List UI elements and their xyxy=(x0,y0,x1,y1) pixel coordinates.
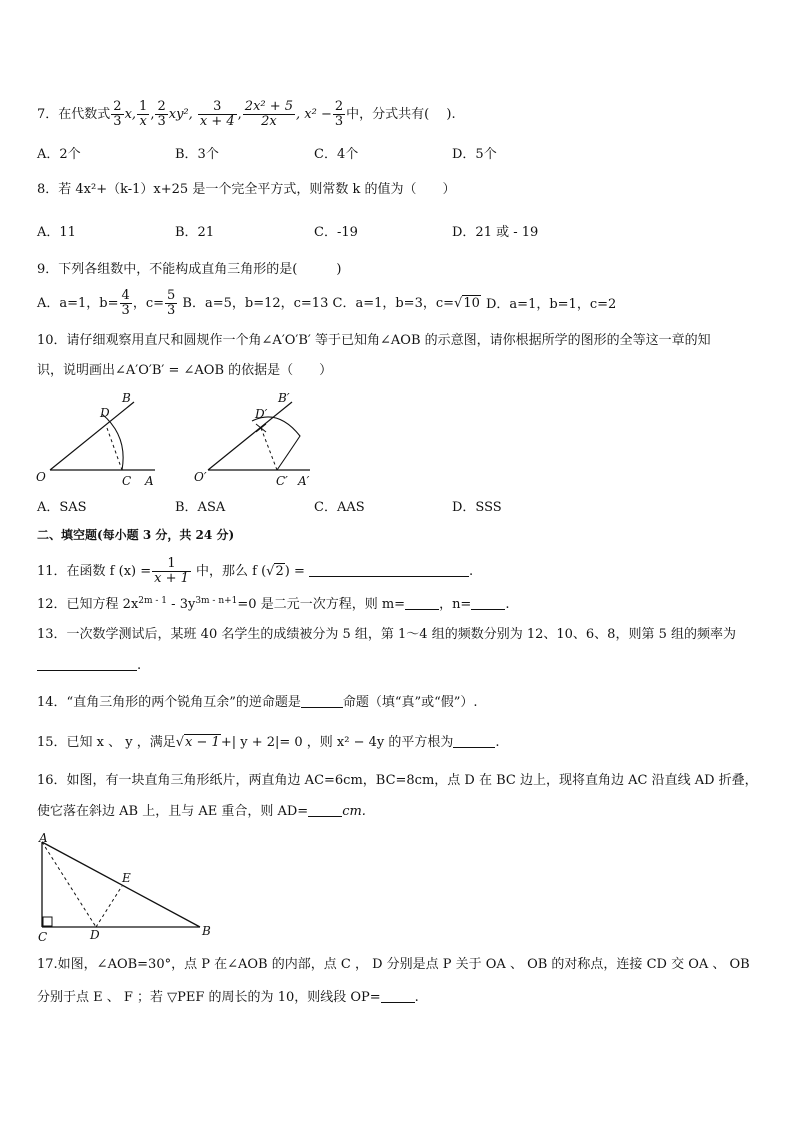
q15-answer-blank xyxy=(453,734,495,748)
q7-expr-5: $\frac{\text{2x² + 5}}{2x}$ xyxy=(244,99,294,129)
q11-stem: 11．在函数 f (x) = $\frac{1}{x + 1}$ 中，那么 f (√2) = . xyxy=(37,556,474,586)
q7-option-a: A．2个 xyxy=(37,147,81,162)
q9-option-d: D．a=1，b=1，c=2 xyxy=(486,297,617,312)
q16-hypotenuse-ab xyxy=(42,842,200,927)
q10-right-arc xyxy=(252,417,300,470)
q12-blank-n xyxy=(471,596,505,610)
q7-option-b: B．3个 xyxy=(175,147,219,162)
q16-dashed-de xyxy=(96,886,122,927)
q10-left-dashed-cd xyxy=(107,428,122,470)
q10-right-ray-ob xyxy=(208,402,292,470)
q16-label-d: D xyxy=(90,928,100,942)
q10-option-d: D．SSS xyxy=(452,500,502,515)
q16-right-angle-mark xyxy=(43,917,52,926)
q10-right-label-o: O′ xyxy=(194,470,207,484)
q16-dashed-ad xyxy=(42,842,96,927)
q16-line-2: 使它落在斜边 AB 上，且与 AE 重合，则 AD= cm. xyxy=(37,804,366,819)
q16-figure xyxy=(30,832,220,944)
q7-option-d: D．5个 xyxy=(452,147,497,162)
q9-options-line: A．a=1，b= $\frac{4}{3}$ ，c= $\frac{5}{3}$ B．a=5，b=12，c=13 C．a=1，b=3，c=√10 xyxy=(37,288,480,318)
section-2-heading: 二、填空题(每小题 3 分，共 24 分) xyxy=(37,528,235,542)
q7-expr-4: $\frac{3}{x + 4}$ xyxy=(199,99,235,129)
q16-label-a: A xyxy=(39,832,48,845)
q8-option-d: D．21 或 - 19 xyxy=(452,225,539,240)
q14-stem: 14．“直角三角形的两个锐角互余”的逆命题是 命题（填“真”或“假”）. xyxy=(37,695,478,710)
q12-stem: 12．已知方程 $2x^{2m - 1} - 3y^{3m - n+1}=0$ 是二元一次方程，则 m= ，n= . xyxy=(37,596,510,612)
q14-answer-blank xyxy=(301,694,343,708)
q11-answer-blank xyxy=(309,563,469,577)
q7-expr-1: $\frac{2}{3}$ xyxy=(113,99,122,129)
q10-right-label-c: C′ xyxy=(276,474,288,488)
q9-stem: 9．下列各组数中，不能构成直角三角形的是( ) xyxy=(37,262,342,277)
q10-right-figure xyxy=(194,391,310,488)
q10-right-dashed-cd xyxy=(261,428,277,470)
q7-stem: 7．在代数式 $\frac{2}{3}$ x, $\frac{1}{x}$ , $\frac{2}{3}$ xy², $\frac{3}{x + 4}$ , $\frac{\text{2x² + 5}}{2x}$ , x² − $\frac{2}{3}$ 中，分式共有( ). xyxy=(37,99,456,129)
q16-answer-blank xyxy=(308,803,342,817)
q16-line-1: 16．如图，有一块直角三角形纸片，两直角边 AC=6cm，BC=8cm，点 D 在 BC 边上，现将直角边 AC 沿直线 AD 折叠， xyxy=(37,773,758,788)
q10-figure xyxy=(30,388,330,493)
q10-option-a: A．SAS xyxy=(37,500,87,515)
q7-expr-3: $\frac{2}{3}$ xyxy=(157,99,166,129)
q7-expr-6: $\frac{2}{3}$ xyxy=(334,99,344,129)
q8-option-c: C．-19 xyxy=(314,225,358,240)
q10-left-label-o: O xyxy=(36,470,46,484)
q10-right-label-d: D′ xyxy=(255,407,268,421)
q10-line-2: 识，说明画出∠A′O′B′ = ∠AOB 的依据是（ ） xyxy=(37,363,333,378)
q10-option-c: C．AAS xyxy=(314,500,365,515)
q16-label-b: B xyxy=(202,924,211,938)
q10-left-label-a: A xyxy=(145,474,154,488)
q10-option-b: B．ASA xyxy=(175,500,226,515)
q13-line-2: . xyxy=(37,657,141,674)
q17-answer-blank xyxy=(381,989,415,1003)
q16-label-e: E xyxy=(122,871,131,885)
q7-option-c: C．4个 xyxy=(314,147,359,162)
q10-left-figure xyxy=(36,391,155,488)
q15-stem: 15．已知 x 、 y ，满足√x − 1+| y + 2|= 0 ，则 x² − 4y 的平方根为 . xyxy=(37,735,500,750)
q10-left-arc xyxy=(102,414,123,470)
q17-line-2: 分别于点 E 、 F ；若 ▽PEF 的周长的为 10，则线段 OP= . xyxy=(37,990,419,1005)
q10-left-label-b: B xyxy=(122,391,131,405)
q8-stem: 8．若 4x²+（k-1）x+25 是一个完全平方式，则常数 k 的值为（ ） xyxy=(37,182,456,197)
q12-blank-m xyxy=(405,596,439,610)
q13-answer-blank xyxy=(37,657,137,671)
q17-line-1: 17.如图，∠AOB=30°，点 P 在∠AOB 的内部，点 C ， D 分别是点 P 关于 OA 、 OB 的对称点，连接 CD 交 OA 、 OB xyxy=(37,957,750,972)
q10-line-1: 10．请仔细观察用直尺和圆规作一个角∠A′O′B′ 等于已知角∠AOB 的示意图，请你根据所学的图形的全等这一章的知 xyxy=(37,333,711,348)
q10-left-label-c: C xyxy=(122,474,132,488)
q8-option-b: B．21 xyxy=(175,225,215,240)
q10-left-label-d: D xyxy=(100,406,110,420)
q16-label-c: C xyxy=(38,930,48,944)
q10-right-label-a: A′ xyxy=(298,474,310,488)
q10-left-ray-ob xyxy=(50,402,134,470)
q10-right-label-b: B′ xyxy=(278,391,290,405)
q7-expr-2: $\frac{1}{x}$ xyxy=(139,99,148,129)
q13-line-1: 13．一次数学测试后，某班 40 名学生的成绩被分为 5 组，第 1～4 组的频数分别为 12、10、6、8，则第 5 组的频率为 xyxy=(37,627,736,642)
q8-option-a: A．11 xyxy=(37,225,76,240)
